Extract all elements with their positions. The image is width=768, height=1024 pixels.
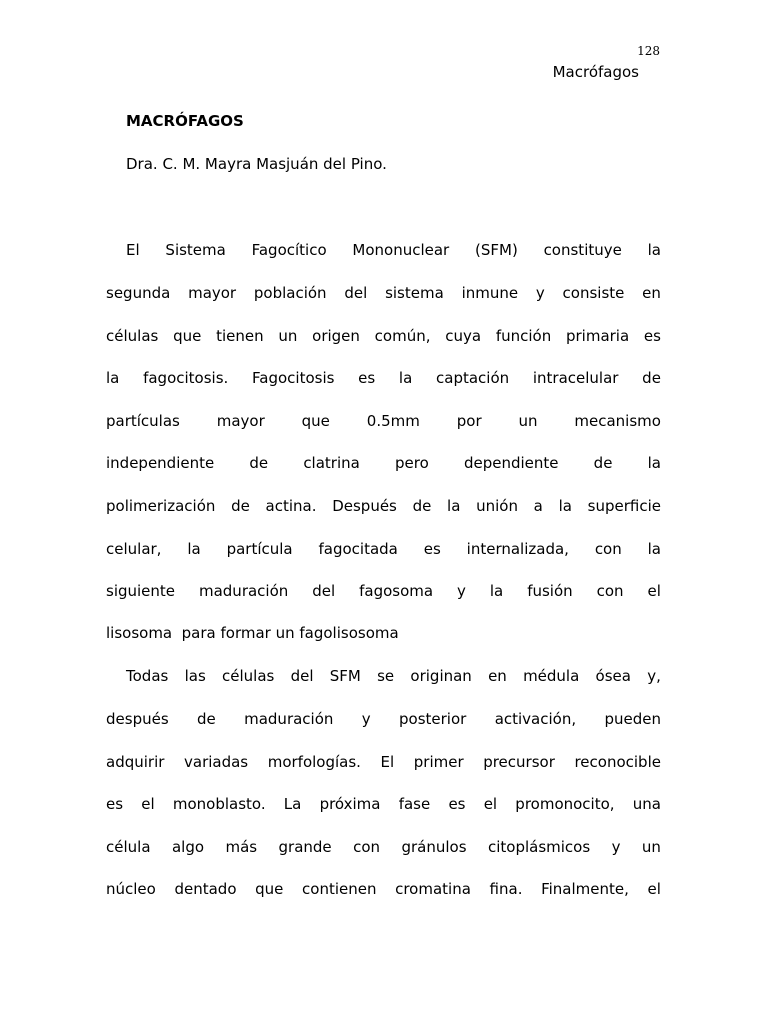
word: un (518, 412, 538, 430)
word: 0.5mm (366, 412, 420, 430)
word: la (647, 540, 661, 558)
word: morfologías. (267, 753, 361, 771)
word: captación (436, 369, 510, 387)
word: de (231, 497, 250, 515)
word: dependiente (463, 454, 559, 472)
word: Fagocitosis (252, 369, 335, 387)
word: y, (647, 667, 661, 685)
word: y (535, 284, 545, 302)
word: consiste (562, 284, 625, 302)
word: es (448, 795, 466, 813)
word: partícula (226, 540, 293, 558)
paragraph-line (106, 496, 661, 516)
word: mayor (216, 412, 265, 430)
word: grande (278, 838, 332, 856)
word: de (249, 454, 269, 472)
word: la (447, 497, 461, 515)
word: el (647, 582, 661, 600)
paragraph-line (126, 666, 661, 686)
word: en (488, 667, 507, 685)
word: la (647, 454, 661, 472)
word: cromatina (395, 880, 471, 898)
paragraph-line (106, 581, 661, 601)
word: El (380, 753, 395, 771)
word: sistema (385, 284, 444, 302)
word: células (222, 667, 275, 685)
paragraph-line (106, 709, 661, 729)
word: ósea (595, 667, 631, 685)
word: con (594, 540, 622, 558)
word: fase (398, 795, 431, 813)
word: reconocible (574, 753, 661, 771)
word: que (301, 412, 330, 430)
word: del (312, 582, 336, 600)
word: más (225, 838, 258, 856)
author-line: Dra. C. M. Mayra Masjuán del Pino. (126, 155, 387, 173)
word: tienen (216, 327, 264, 345)
word: en (642, 284, 661, 302)
word: dentado (174, 880, 237, 898)
word: maduración (244, 710, 334, 728)
word: y (361, 710, 371, 728)
paragraph-line (106, 794, 661, 814)
word: Finalmente, (541, 880, 629, 898)
word: fagocitosis. (143, 369, 229, 387)
word: citoplásmicos (487, 838, 591, 856)
word: actina. (265, 497, 317, 515)
word: a (533, 497, 543, 515)
word: algo (171, 838, 205, 856)
page-number: 128 (637, 44, 660, 58)
word: siguiente (106, 582, 176, 600)
word: posterior (399, 710, 467, 728)
paragraph-line (106, 453, 661, 473)
word: clatrina (303, 454, 360, 472)
word: que (173, 327, 202, 345)
word: de (642, 369, 661, 387)
word: por (456, 412, 482, 430)
word: el (141, 795, 155, 813)
document-title: MACRÓFAGOS (126, 112, 244, 130)
running-header: Macrófagos (552, 63, 639, 81)
word: fagosoma (359, 582, 434, 600)
word: constituye (543, 241, 622, 259)
word: originan (410, 667, 472, 685)
word: fusión (527, 582, 573, 600)
word: internalizada, (466, 540, 569, 558)
paragraph-line (106, 539, 661, 559)
paragraph-line (106, 326, 661, 346)
paragraph-line (106, 837, 661, 857)
word: el (483, 795, 498, 813)
word: población (253, 284, 327, 302)
word: independiente (106, 454, 215, 472)
word: el (647, 880, 661, 898)
word: y (457, 582, 466, 600)
word: intracelular (532, 369, 619, 387)
word: después (106, 710, 169, 728)
word: segunda (106, 284, 171, 302)
paragraph-last-line: lisosoma para formar un fagolisosoma (106, 624, 399, 642)
word: celular, (106, 540, 162, 558)
word: núcleo (106, 880, 156, 898)
word: gránulos (401, 838, 467, 856)
word: es (106, 795, 124, 813)
word: se (377, 667, 395, 685)
word: un (278, 327, 298, 345)
word: El (126, 241, 140, 259)
word: fagocitada (318, 540, 398, 558)
word: célula (106, 838, 151, 856)
word: es (358, 369, 376, 387)
word: inmune (461, 284, 519, 302)
word: de (197, 710, 216, 728)
word: contienen (302, 880, 377, 898)
word: polimerización (106, 497, 216, 515)
word: Todas (126, 667, 169, 685)
word: mayor (188, 284, 237, 302)
word: Fagocítico (251, 241, 327, 259)
word: unión (476, 497, 518, 515)
word: origen (312, 327, 360, 345)
word: con (353, 838, 381, 856)
paragraph-line (126, 240, 661, 260)
word: la (647, 241, 661, 259)
word: cuya (445, 327, 482, 345)
word: y (611, 838, 621, 856)
word: una (632, 795, 661, 813)
word: que (255, 880, 284, 898)
word: la (398, 369, 413, 387)
word: médula (523, 667, 580, 685)
word: células (106, 327, 159, 345)
word: precursor (483, 753, 555, 771)
word: la (489, 582, 504, 600)
word: un (641, 838, 661, 856)
word: común, (374, 327, 431, 345)
word: las (184, 667, 206, 685)
word: Después (332, 497, 397, 515)
word: fina. (489, 880, 523, 898)
word: promonocito, (515, 795, 615, 813)
word: la (187, 540, 201, 558)
paragraph-line (106, 752, 661, 772)
word: pueden (604, 710, 661, 728)
word: la (106, 369, 120, 387)
word: primaria (565, 327, 630, 345)
paragraph-line (106, 283, 661, 303)
word: monoblasto. (172, 795, 266, 813)
word: La (283, 795, 302, 813)
word: SFM (329, 667, 361, 685)
paragraph-line (106, 879, 661, 899)
word: maduración (198, 582, 289, 600)
word: pero (395, 454, 429, 472)
word: adquirir (106, 753, 165, 771)
word: es (423, 540, 441, 558)
word: del (344, 284, 368, 302)
word: de (593, 454, 613, 472)
word: la (558, 497, 572, 515)
word: del (290, 667, 314, 685)
word: variadas (184, 753, 249, 771)
word: superficie (587, 497, 661, 515)
word: Sistema (165, 241, 226, 259)
word: mecanismo (574, 412, 661, 430)
word: es (643, 327, 661, 345)
paragraph-line (106, 368, 661, 388)
paragraph-line (106, 411, 661, 431)
word: función (495, 327, 552, 345)
word: con (596, 582, 624, 600)
word: activación, (494, 710, 577, 728)
word: próxima (319, 795, 381, 813)
word: partículas (106, 412, 180, 430)
word: primer (413, 753, 464, 771)
word: de (412, 497, 432, 515)
word: Mononuclear (352, 241, 450, 259)
word: (SFM) (475, 241, 518, 259)
